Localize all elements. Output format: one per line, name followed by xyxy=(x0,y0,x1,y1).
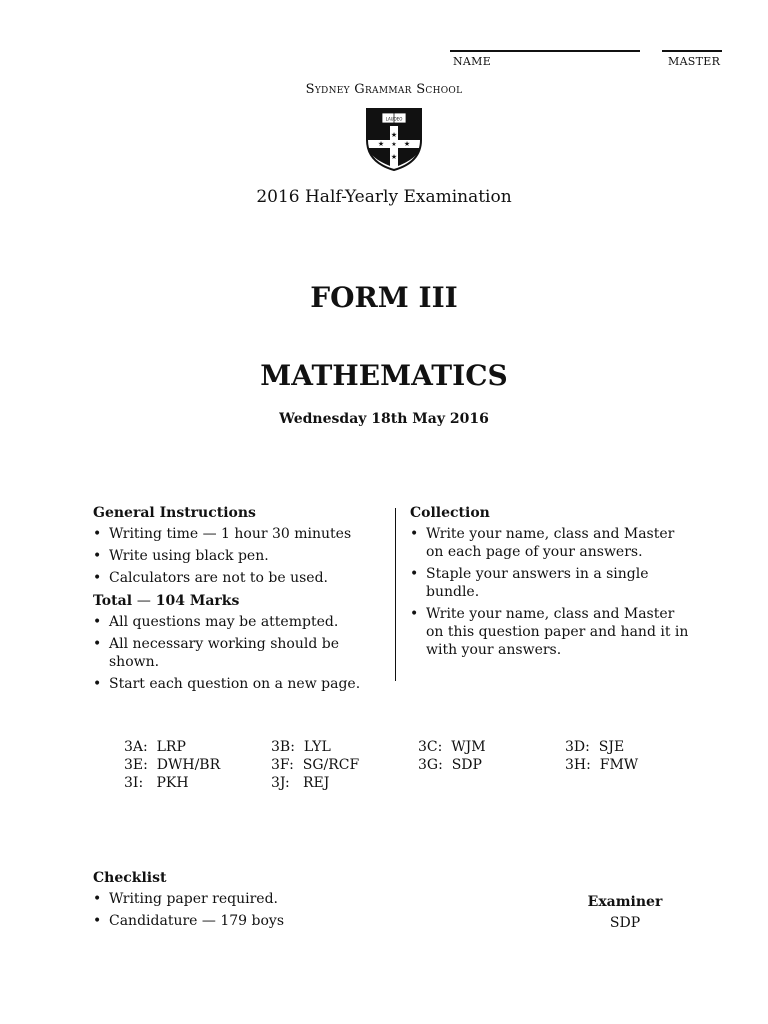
list-item: • Start each question on a new page. xyxy=(93,675,388,693)
table-row xyxy=(124,756,684,774)
examiner-label: Examiner xyxy=(587,894,663,910)
collection-section xyxy=(410,505,690,663)
class-cell: 3H: FMW xyxy=(565,757,639,773)
svg-text:★: ★ xyxy=(390,131,398,139)
class-cell: 3E: DWH/BR xyxy=(124,757,221,773)
list-item: • All questions may be attempted. xyxy=(93,613,388,631)
class-table xyxy=(124,738,684,792)
class-cell: 3A: LRP xyxy=(124,739,186,755)
list-item: • Writing paper required. xyxy=(93,890,413,908)
master-label: MASTER xyxy=(668,55,721,68)
class-cell: 3F: SG/RCF xyxy=(271,757,360,773)
svg-text:★: ★ xyxy=(403,140,411,148)
exam-date: Wednesday 18th May 2016 xyxy=(279,411,489,427)
form-heading: FORM III xyxy=(310,281,458,314)
class-cell: 3D: SJE xyxy=(565,739,625,755)
school-name: Sydney Grammar School xyxy=(305,82,463,97)
list-item: • Write your name, class and Master on this question paper and hand it in with your answers. xyxy=(410,605,690,659)
total-marks-value: 104 Marks xyxy=(155,593,240,609)
subject-heading: MATHEMATICS xyxy=(260,359,508,392)
checklist-list xyxy=(93,890,413,930)
general-instructions-title: General Instructions xyxy=(93,505,256,521)
class-cell: 3J: REJ xyxy=(271,775,330,791)
class-cell: 3B: LYL xyxy=(271,739,331,755)
checklist-section xyxy=(93,870,413,934)
list-item: • Writing time — 1 hour 30 minutes xyxy=(93,525,388,543)
list-item: • Candidature — 179 boys xyxy=(93,912,413,930)
general-instructions-list xyxy=(93,525,388,587)
total-marks xyxy=(93,593,388,609)
master-line xyxy=(662,50,722,52)
list-item: • Calculators are not to be used. xyxy=(93,569,388,587)
checklist-title: Checklist xyxy=(93,870,167,886)
examiner-section xyxy=(580,892,670,934)
general-instructions xyxy=(93,505,388,697)
class-cell: 3C: WJM xyxy=(418,739,486,755)
collection-list xyxy=(410,525,690,659)
svg-text:★: ★ xyxy=(391,141,397,148)
list-item: • Write using black pen. xyxy=(93,547,388,565)
class-cell: 3G: SDP xyxy=(418,757,482,773)
total-list xyxy=(93,613,388,693)
list-item: • Staple your answers in a single bundle. xyxy=(410,565,690,601)
name-line xyxy=(450,50,640,52)
total-label: Total xyxy=(93,593,133,609)
svg-text:★: ★ xyxy=(390,153,398,161)
table-row xyxy=(124,774,684,792)
svg-text:★: ★ xyxy=(377,140,385,148)
name-label: NAME xyxy=(453,55,492,68)
table-row xyxy=(124,738,684,756)
class-cell: 3I: PKH xyxy=(124,775,189,791)
examiner-value: SDP xyxy=(609,915,641,931)
collection-title: Collection xyxy=(410,505,490,521)
crest-motto: LAUDEO xyxy=(385,116,403,122)
column-divider xyxy=(395,508,396,681)
list-item: • All necessary working should be shown. xyxy=(93,635,388,671)
school-crest-icon xyxy=(364,106,424,172)
exam-title: 2016 Half-Yearly Examination xyxy=(256,187,512,207)
list-item: • Write your name, class and Master on each page of your answers. xyxy=(410,525,690,561)
total-dash: — xyxy=(136,593,151,609)
